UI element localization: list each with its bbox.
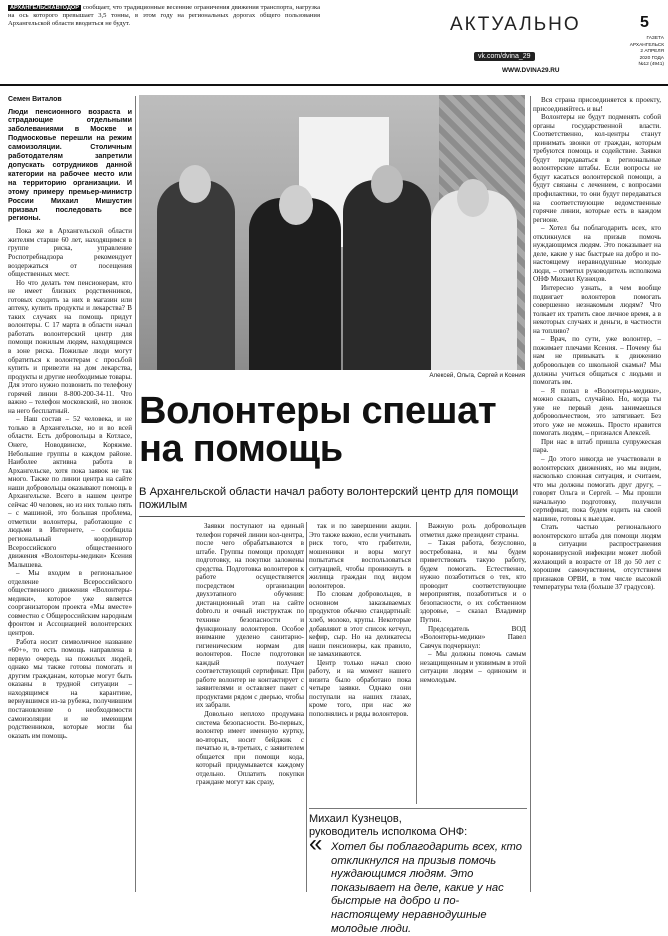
article-column-4 <box>420 522 526 804</box>
paragraph: – Мы входим в региональное отделение Всероссийского общественного движения «Волонтеры-медики», которое уже является соорганизатором проекта «Мы вместе» совместно с Общероссийским народным фронтом и Ассоциацией волонтерских центров. <box>8 569 132 638</box>
paragraph: Но что делать тем пенсионерам, кто не имеет близких родственников, готовых сходить за них в магазин или аптеку, купить продукты и лекарства? В таких случаях на помощь придут волонтеры. С 17 марта в области начал работать волонтерский центр для помощи пожилым людям, находящимся в зоне риска. Пожилые люди могут обратиться к волонтерам с просьбой купить и привезти на дом лекарства, продукты и другие необходимые товары. Для этого нужно позвонить по телефону горячей линии 8-800-200-34-11. Что важно – телефон московский, но звонок на него бесплатный. <box>8 278 132 415</box>
person-figure <box>343 180 431 370</box>
paragraph: Стать частью регионального волонтерского штаба для помощи людям в ситуации распространения коронавирусной инфекции может любой желающий в возрасте от 18 до 50 лет с хорошим самочувствием, отсутствием признаков ОРВИ, в том числе высокой температуры тела (больше 37 градусов). <box>533 523 661 592</box>
person-head <box>457 179 489 217</box>
article-lead: Люди пенсионного возраста и страдающие отдельными заболеваниями в Москве и Подмосковье перешли на режим самоизоляции. Столичным работодателям запретили допускать сотрудников данной категории на рабочее место или на территорию организации. И этому примеру премьер-министр России Михаил Мишустин призвал последовать все регионы. <box>8 106 132 223</box>
paragraph: – Наш состав – 52 человека, и не только в Архангельске, но и во всей области. Есть добровольцы в Котласе, Онеге, Новодвинске, Коряжме. Небольшие группы в каждом районе. Наиболее активна работа в Архангельске, хотя пока заявок не так много. Также по линии центра на сайте наши добровольцы оказывают помощь в Архангельске. Всего в нашем центре сейчас 40 человек, но из них только пять – с машиной, это большая проблема, отметили волонтеры, работающие с людьми в Интернете, – сообщила региональный координатор Всероссийского общественного движения «Волонтеры-медики» Ксения Малышева. <box>8 415 132 569</box>
person-head <box>179 165 211 203</box>
brief-text: сообщает, что традиционные весенние ограничения движения транспорта, нагрузка на ось которого превышает 3,5 тонны, в этом году на региональных дорогах общего пользования Архангельской области вводиться не будут. <box>8 4 320 28</box>
section-title: АКТУАЛЬНО <box>450 14 581 35</box>
paragraph: Центр только начал свою работу, и на момент нашего визита было обработано пока четыре заявки. Однако они поступали на наших глазах, кроме того, при нас же пополнялись и ряды волонтеров. <box>309 658 411 719</box>
paragraph: – До этого никогда не участвовали в волонтерских движениях, но мы видим, насколько сложная ситуация, и считаем, что мы должны помогать друг другу, – говорят Ольга и Сергей. – Мы прошли начальную подготовку, получили сертификат, пока будем ездить на своей машине, готовы к выездам. <box>533 454 661 523</box>
meta-line: ГАЗЕТА <box>646 36 664 41</box>
meta-line: 2 АПРЕЛЯ <box>640 49 664 55</box>
quote-text: Хотел бы поблагодарить всех, кто откликнулся на призыв помочь нуждающимся людям. Это показывает на деле, какие у нас быстрые на добро и по-настоящему неравнодушные молодые люди. <box>331 841 522 935</box>
paragraph: так и по завершении акции. Это также важно, если учитывать риск того, что грабители, мошенники и воры могут попытаться воспользоваться ситуацией, чтобы проникнуть в жилища граждан под видом волонтеров. <box>309 522 411 590</box>
column-divider <box>416 522 417 804</box>
column-divider <box>135 96 136 892</box>
paragraph: При нас в штаб пришла супружеская пара. <box>533 437 661 455</box>
subheadline: В Архангельской области начал работу волонтерский центр для помощи пожилым <box>139 486 519 511</box>
article-column-1 <box>8 96 132 892</box>
paragraph: Председатель ВОД «Волонтеры-медики» Павел Савчук подчеркнул: <box>420 624 526 650</box>
site-link[interactable]: WWW.DVINA29.RU <box>502 67 560 74</box>
paragraph: Заявки поступают на единый телефон горячей линии кол-центра, после чего обрабатываются в штабе. Группы помощи проходят подготовку, на покупки заложены средства. Подготовка волонтеров к работе осуществляется посредством организации двухэтапного обучения: дистанционный этап на сайте dobro.ru и очный инструктаж по технике безопасности и функционалу волонтеров. Особое внимание уделено санитарно-гигиеническим нормам для волонтеров. После подготовки каждый получает соответствующий сертификат. При работе волонтер не контактирует с заявителями и оставляет пакет с продуктами рядом с дверью, чтобы их забрали. <box>196 522 304 710</box>
paragraph: – Я попал в «Волонтеры-медики», можно сказать, случайно. Но, когда ты уже не первый день занимаешься добровольчеством, это затягивает. Без этого уже не можешь. Просто нравится помогать людям, – признался Алексей. <box>533 386 661 438</box>
person-figure <box>157 180 235 370</box>
meta-line: АРХАНГЕЛЬСК <box>629 42 664 48</box>
meta-line: №12 (4941) <box>638 62 664 68</box>
person-head <box>279 185 313 225</box>
paragraph: Вся страна присоединяется к проекту, присоединяйтесь и вы! <box>533 96 661 113</box>
column-divider <box>306 522 307 892</box>
paragraph: – Врач, по сути, уже волонтер, – пожимает плечами Ксения. – Почему бы нам не привыкать к движению добровольцев со школьной скамьи? Мы должны учиться общаться с людьми и помогать им. <box>533 335 661 387</box>
paragraph: По словам добровольцев, в основном заказываемых продуктов обычно стандартный: хлеб, молоко, крупы. Некоторые добавляют в этот список кетчуп, кефир, сыр. Но на деликатесы наши пенсионеры, как правило, не замахиваются. <box>309 590 411 659</box>
photo-caption: Алексей, Ольга, Сергей и Ксения <box>429 372 525 379</box>
person-figure <box>431 190 517 370</box>
paragraph: Важную роль добровольцев отметил даже президент страны. <box>420 522 526 539</box>
paragraph: – Хотел бы поблагодарить всех, кто откликнулся на призыв помочь нуждающимся людям. Это показывает на деле, какие у нас быстрые на добро и по-настоящему неравнодушные молодые люди, – отметил руководитель исполкома ОНФ Михаил Кузнецов. <box>533 224 661 284</box>
headline: Волонтеры спешат на помощь <box>139 390 497 470</box>
page-header <box>324 2 664 80</box>
article-column-5 <box>533 96 661 892</box>
quote-mark-icon: « <box>309 830 323 857</box>
column-divider <box>530 96 531 892</box>
paragraph: Волонтеры не будут подменять собой органы государственной власти. Соответственно, кол-центры станут принимать звонки от граждан, которым требуются помощь и содействие. Заявки будут передаваться в региональные волонтерские штабы. Если вопросы не будут касаться волонтерской помощи, а будут связаны с лечением, с вопросами профилактики, то они будут передаваться на соответствующие ведомственные горячие линии, которые есть в каждом регионе. <box>533 113 661 224</box>
pull-quote <box>309 808 527 935</box>
quote-author: Михаил Кузнецов, <box>309 813 402 825</box>
article-photo <box>139 95 525 370</box>
header-rule <box>0 84 668 86</box>
paragraph: Работа носит символичное название «60+», то есть помощь направлена в первую очередь на пожилых людей, однако мы также готовы помогать и другим гражданам, которые могут быть оказаны в трудной ситуации – находящимся на карантине, вернувшимся из-за рубежа, получившим постановление о необходимости самоизоляции и не имеющим родственников, которые могли бы оказать им помощь. <box>8 637 132 740</box>
subhead-rule <box>139 516 525 517</box>
top-news-brief <box>8 4 320 66</box>
page-number: 5 <box>640 14 649 31</box>
paragraph: – Мы должны помочь самым незащищенным и уязвимым в этой ситуации людям – одиноким и немолодым. <box>420 650 526 684</box>
quote-role: руководитель исполкома ОНФ: <box>309 826 468 838</box>
paragraph: – Такая работа, безусловно, востребована, и мы будем приветствовать такую работу, будем помогать. Естественно, нужно позаботиться о тех, кто проводит соответствующие мероприятия, позаботиться и о безопасности, о их собственном здоровье, – сказал Владимир Путин. <box>420 539 526 625</box>
meta-line: 2020 ГОДА <box>639 55 664 61</box>
brief-tag: АРХАНГЕЛЬСКАВТОДОР <box>10 5 80 11</box>
issue-meta <box>628 36 664 69</box>
paragraph: Интересно узнать, в чем вообще подвигает волонтеров помогать совершенно незнакомым людям? Что толкает их тратить свое личное время, а в некоторых случаях и деньги, в частности на топливо? <box>533 284 661 335</box>
paragraph: Довольно неплохо продумана система безопасности. Во-первых, волонтер имеет именную куртку, во-вторых, носит бейджик с печатью и, в-третьих, с заявителем общается при помощи кода, который придумывается каждому отдельно. Оплатить покупки граждане могут как сразу, <box>196 710 304 787</box>
article-column-2 <box>196 522 304 892</box>
person-head <box>371 165 403 203</box>
vk-link[interactable]: vk.com/dvina_29 <box>474 52 535 61</box>
byline: Семен Виталов <box>8 96 62 103</box>
paragraph: Пока же в Архангельской области жителям старше 60 лет, находящимся в группе риска, управление Роспотребнадзора рекомендует воздержаться от посещения общественных мест. <box>8 227 132 279</box>
article-column-3 <box>309 522 411 804</box>
